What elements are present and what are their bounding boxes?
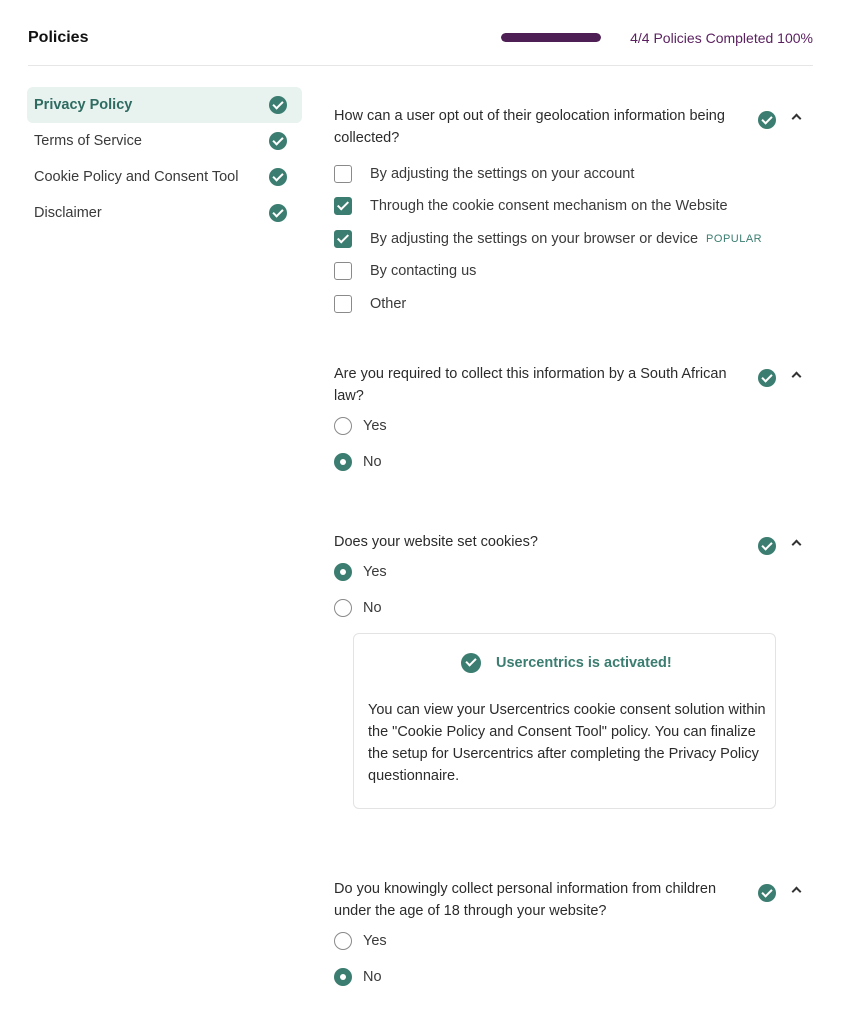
- policy-sidebar: [27, 87, 302, 231]
- radio-button[interactable]: [334, 453, 352, 471]
- question-text: Do you knowingly collect personal information from children under the age of 18 through your website?: [334, 881, 717, 919]
- radio-button[interactable]: [334, 932, 352, 950]
- radio-button[interactable]: [334, 563, 352, 581]
- option-label: Yes: [363, 564, 387, 580]
- radio-button[interactable]: [334, 417, 352, 435]
- question-children-data: [334, 878, 804, 990]
- checkbox[interactable]: [334, 165, 352, 183]
- sidebar-item-privacy-policy[interactable]: [27, 87, 302, 123]
- checkbox[interactable]: [334, 295, 352, 313]
- radio-option[interactable]: [334, 415, 387, 437]
- chevron-up-icon[interactable]: [789, 883, 803, 897]
- question-geolocation-opt-out: [334, 105, 804, 315]
- check-circle-icon: [758, 111, 776, 129]
- check-circle-icon: [758, 884, 776, 902]
- check-circle-icon: [758, 369, 776, 387]
- sidebar-item-label: Terms of Service: [34, 133, 142, 149]
- radio-option[interactable]: [334, 597, 382, 619]
- option-label: By adjusting the settings on your account: [370, 166, 635, 182]
- radio-option[interactable]: [334, 561, 387, 583]
- option-label: Yes: [363, 933, 387, 949]
- radio-button[interactable]: [334, 599, 352, 617]
- sidebar-item-label: Disclaimer: [34, 205, 102, 221]
- checkbox-option[interactable]: [334, 228, 762, 250]
- checkbox[interactable]: [334, 197, 352, 215]
- chevron-up-icon[interactable]: [789, 110, 803, 124]
- usercentrics-info-box: [353, 633, 776, 809]
- radio-option[interactable]: [334, 966, 382, 988]
- option-label: Through the cookie consent mechanism on the Website: [370, 198, 728, 214]
- page-title: Policies: [28, 29, 89, 46]
- option-label: No: [363, 969, 382, 985]
- sidebar-item-cookie-policy[interactable]: [27, 159, 302, 195]
- checkbox-option[interactable]: [334, 260, 476, 282]
- sidebar-item-label: Privacy Policy: [34, 97, 133, 113]
- question-text: Are you required to collect this information by a South African law?: [334, 366, 727, 404]
- option-label: No: [363, 600, 382, 616]
- check-circle-icon: [269, 168, 287, 186]
- chevron-up-icon[interactable]: [789, 368, 803, 382]
- option-label: No: [363, 454, 382, 470]
- check-circle-icon: [758, 537, 776, 555]
- chevron-up-icon[interactable]: [789, 536, 803, 550]
- checkbox-option[interactable]: [334, 163, 634, 185]
- check-circle-icon: [269, 204, 287, 222]
- check-circle-icon: [269, 132, 287, 150]
- option-label: Yes: [363, 418, 387, 434]
- checkbox-option[interactable]: [334, 293, 406, 315]
- checkbox-option[interactable]: [334, 195, 728, 217]
- progress-bar-fill: [501, 33, 601, 42]
- sidebar-item-disclaimer[interactable]: [27, 195, 302, 231]
- radio-button[interactable]: [334, 968, 352, 986]
- popular-badge: POPULAR: [706, 233, 763, 245]
- checkbox[interactable]: [334, 262, 352, 280]
- option-label: By contacting us: [370, 263, 477, 279]
- radio-option[interactable]: [334, 930, 387, 952]
- check-circle-icon: [461, 653, 481, 673]
- option-label: Other: [370, 296, 407, 312]
- check-circle-icon: [269, 96, 287, 114]
- question-text: Does your website set cookies?: [334, 534, 538, 550]
- progress-bar: [501, 33, 601, 42]
- info-box-header: [461, 653, 672, 673]
- checkbox[interactable]: [334, 230, 352, 248]
- info-box-title: Usercentrics is activated!: [496, 655, 672, 671]
- question-website-cookies: [334, 531, 804, 621]
- question-text: How can a user opt out of their geolocation information being collected?: [334, 108, 725, 146]
- progress-text: 4/4 Policies Completed 100%: [630, 30, 813, 46]
- radio-option[interactable]: [334, 451, 382, 473]
- page-header: [28, 0, 813, 66]
- option-label: By adjusting the settings on your browser or device: [370, 231, 699, 247]
- sidebar-item-label: Cookie Policy and Consent Tool: [34, 169, 239, 185]
- info-box-body: You can view your Usercentrics cookie consent solution within the "Cookie Policy and Consent Tool" policy. You can finalize the setup for Usercentrics after completing the Privacy Policy questionnaire.: [368, 702, 766, 784]
- sidebar-item-terms-of-service[interactable]: [27, 123, 302, 159]
- question-south-african-law: [334, 363, 804, 475]
